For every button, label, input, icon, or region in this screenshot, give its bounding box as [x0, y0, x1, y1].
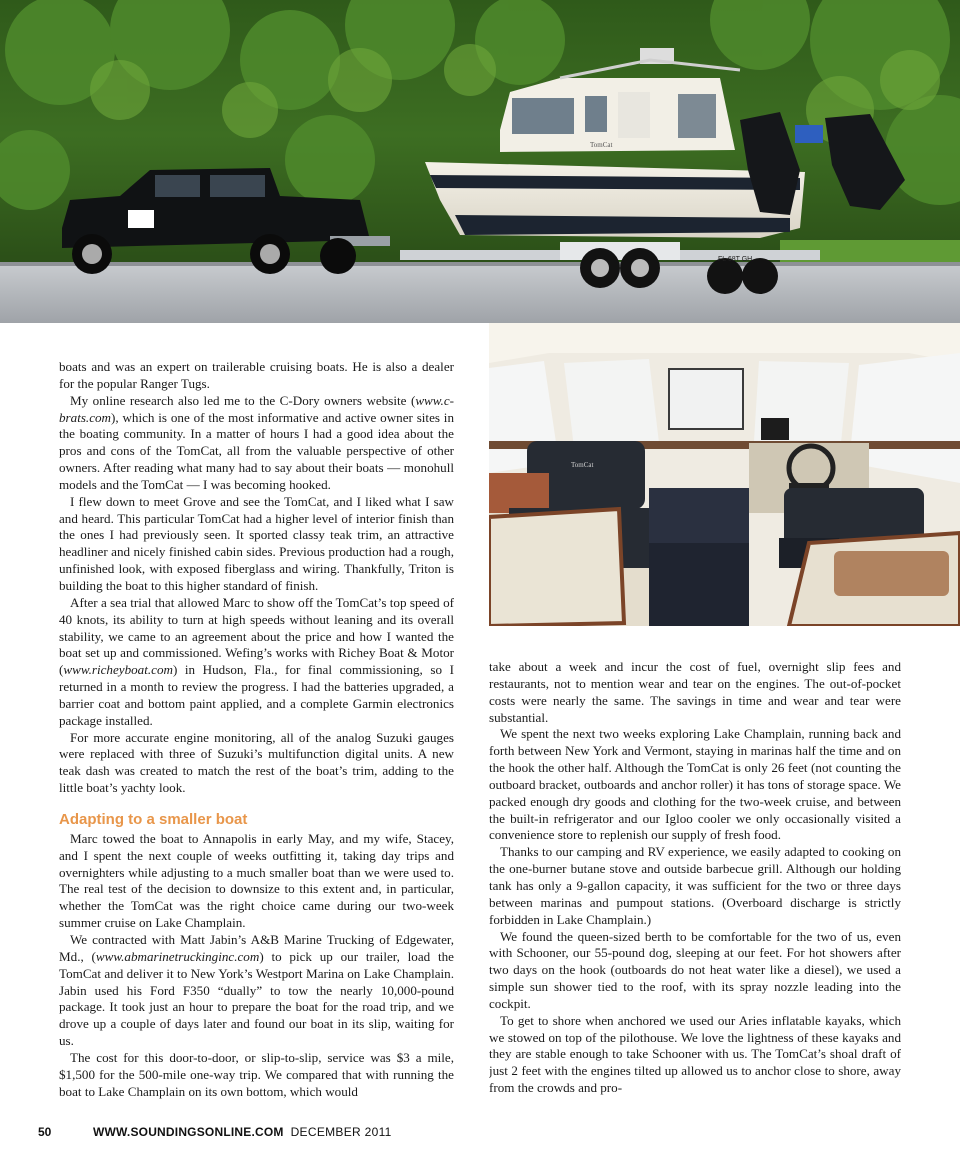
page-number: 50 — [38, 1125, 52, 1139]
paragraph: I flew down to meet Grove and see the TomCat, and I liked what I saw and heard. This particular TomCat had a higher level of interior finish than the ones I had previously seen. It sported classy teak trim, an attractive headliner and nicely finished cabin sides. Previous production had a rough, unfinished look, with exposed fiberglass and wiring. Thankfully, Triton is building the boat to this higher standard of finish. — [59, 493, 454, 593]
link-c-brats[interactable]: www.c-brats.com — [59, 392, 454, 425]
hero-boat-name: TomCat — [590, 141, 613, 149]
paragraph: We found the queen-sized berth to be comfortable for the two of us, even with Schooner, our 55-pound dog, sleeping at our feet. For hot showers after two days on the hook (outboards do not heat water like a diesel), we used a simple sun shower tied to the roof, with its spray nozzle leading into the cockpit. — [489, 928, 901, 1011]
article-right-column — [489, 659, 901, 1111]
paragraph: For more accurate engine monitoring, all of the analog Suzuki gauges were replaced with three of Suzuki’s multifunction digital units. A new teak dash was created to match the rest of the boat’s trim, adding to the little boat’s yachty look. — [59, 729, 454, 796]
cabin-interior-photo — [489, 323, 960, 626]
paragraph: To get to shore when anchored we used our Aries inflatable kayaks, which we stowed on top of the pilothouse. We love the lightness of these kayaks and they are stable enough to take Schooner with us. The TomCat’s shoal draft of just 2 feet with the engines tilted up allowed us to anchor close to shore, away from the crowds and pro- — [489, 1012, 901, 1096]
paragraph-jabin: We contracted with Matt Jabin’s A&B Marine Trucking of Edgewater, Md., (www.abmarinetruckinginc.com) to pick up our trailer, load the TomCat and deliver it to New York’s Westport Marina on Lake Champlain. Jabin used his Ford F350 “dually” to tow the nearly 10,000-pound package. It took just an hour to prepare the boat for the road trip, and we drove up a couple of days later and found our boat in its slip, waiting for us. — [59, 932, 454, 1049]
paragraph: Marc towed the boat to Annapolis in early May, and my wife, Stacey, and I spent the next couple of weeks outfitting it, taking day trips and overnighters while adjusting to a much smaller boat than we were used to. The real test of the decision to downsize to this extent and, in particular, whether the TomCat was the right choice came during our two-week summer cruise on Lake Champlain. — [59, 830, 454, 931]
cabin-seat-logo: TomCat — [571, 461, 594, 469]
page-footer — [38, 1125, 392, 1141]
footer-issue-date: DECEMBER 2011 — [290, 1125, 392, 1139]
paragraph: We spent the next two weeks exploring Lake Champlain, running back and forth between New York and Vermont, staying in marinas half the time and on the hook the other half. Although the TomCat is only 26 feet (not counting the outboard bracket, outboards and anchor roller) it has tons of storage space. We packed enough dry goods and clothing for the two-week cruise, and between the built-in refrigerator and our Igloo cooler we only occasionally visited a convenience store to replenish our supply of fresh food. — [489, 726, 901, 843]
article-left-column — [59, 359, 454, 1111]
link-abmarinetrucking[interactable]: www.abmarinetruckinginc.com — [95, 948, 260, 964]
paragraph: The cost for this door-to-door, or slip-to-slip, service was $3 a mile, $1,500 for the 500-mile one-way trip. We compared that with running the boat to Lake Champlain on its own bottom, which would — [59, 1049, 454, 1099]
hero-photo-truck-towing-boat — [0, 0, 960, 323]
section-subhead: Adapting to a smaller boat — [59, 810, 248, 828]
paragraph-research: My online research also led me to the C-Dory owners website (www.c-brats.com), which is one of the most informative and active owner sites in the boating community. In a matter of hours I had a good idea about the pros and cons of the TomCat, all from the valuable perspective of other owners. After reading what many had to say about their boats — monohull models and the TomCat — I was becoming hooked. — [59, 392, 454, 492]
paragraph: boats and was an expert on trailerable cruising boats. He is also a dealer for the popular Ranger Tugs. — [59, 359, 454, 391]
paragraph: Thanks to our camping and RV experience, we easily adapted to cooking on the one-burner butane stove and outside barbecue grill. Although our holding tank has only a 9-gallon capacity, it was sufficient for the two or three days between marinas and pumpout stations. (Overboard discharge is strictly forbidden in Lake Champlain.) — [489, 844, 901, 927]
link-richeyboat[interactable]: www.richeyboat.com — [63, 662, 173, 678]
hero-registration-plate: FL 68T GH — [718, 256, 753, 263]
paragraph-sea-trial: After a sea trial that allowed Marc to show off the TomCat’s top speed of 40 knots, its ability to turn at high speeds without leaning and its overall stability, we came to an agreement about the price and how I wanted the boat set up and commissioned. Wefing’s works with Richey Boat & Motor (www.richeyboat.com) in Hudson, Fla., for final commissioning, so I returned in a month to review the progress. I had the batteries upgraded, a barrier coat and bottom paint applied, and a complete Garmin electronics package installed. — [59, 594, 454, 728]
paragraph: take about a week and incur the cost of fuel, overnight slip fees and restaurants, not to mention wear and tear on the engines. The out-of-pocket costs were nearly the same. The savings in time and wear and tear were substantial. — [489, 659, 901, 725]
footer-website-link[interactable]: WWW.SOUNDINGSONLINE.COM — [93, 1125, 284, 1139]
